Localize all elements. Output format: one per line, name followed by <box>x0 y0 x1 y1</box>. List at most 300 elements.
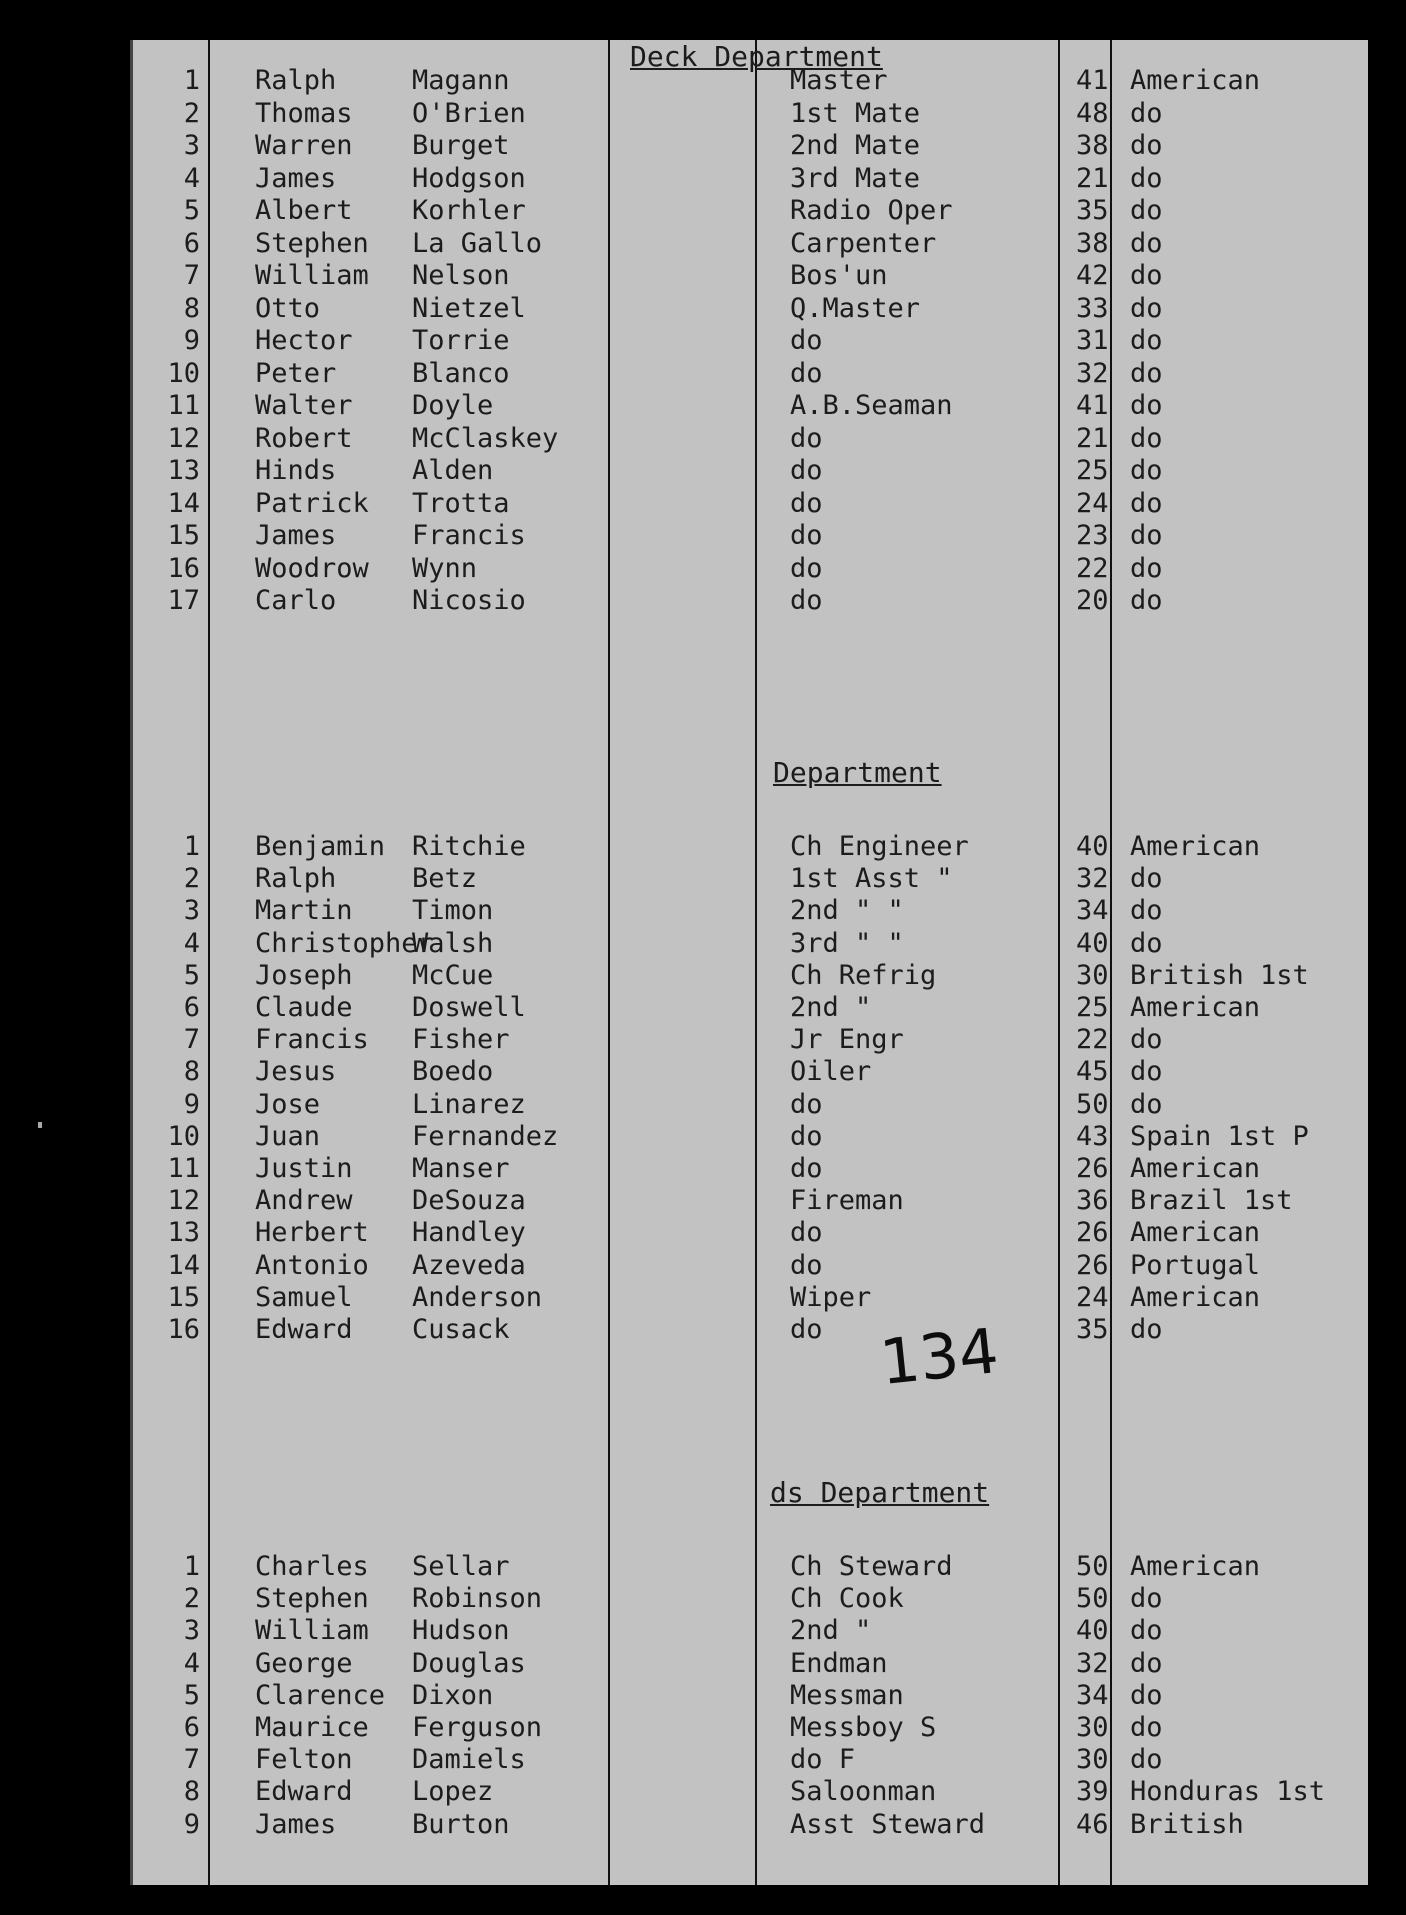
crew-num: 3 <box>183 130 200 161</box>
crew-row <box>130 1315 1368 1345</box>
crew-first: Woodrow <box>255 552 369 584</box>
crew-row <box>130 1057 1368 1087</box>
crew-num: 10 <box>167 357 200 389</box>
crew-nat: Brazil 1st <box>1130 1185 1293 1217</box>
crew-nat: do <box>1130 863 1163 895</box>
crew-age: 26 <box>1076 1249 1109 1281</box>
crew-first: Walter <box>255 390 353 421</box>
crew-age: 40 <box>1076 831 1109 862</box>
crew-row <box>130 326 1368 356</box>
crew-last: Francis <box>412 520 526 551</box>
crew-nat: do <box>1130 260 1163 291</box>
crew-rank: Endman <box>790 1647 888 1679</box>
crew-age: 25 <box>1076 455 1109 486</box>
crew-last: Dixon <box>412 1679 494 1711</box>
crew-rank: Carpenter <box>790 227 937 259</box>
crew-last: Burton <box>412 1808 510 1840</box>
crew-num: 15 <box>167 520 200 551</box>
crew-rank: Ch Cook <box>790 1583 904 1615</box>
crew-first: Carlo <box>255 585 337 616</box>
crew-last: Nelson <box>412 260 510 291</box>
crew-num: 13 <box>167 1217 200 1249</box>
crew-last: Magann <box>412 65 510 96</box>
crew-rank: 2nd " <box>790 992 872 1023</box>
crew-rank: Messman <box>790 1679 904 1711</box>
crew-last: Hodgson <box>412 162 526 194</box>
crew-first: Jesus <box>255 1056 337 1088</box>
crew-row <box>130 896 1368 926</box>
crew-nat: do <box>1130 1088 1163 1120</box>
crew-last: Nietzel <box>412 292 526 324</box>
crew-age: 25 <box>1076 992 1109 1023</box>
crew-last: Anderson <box>412 1281 543 1313</box>
crew-num: 6 <box>183 227 200 259</box>
scan-speck <box>38 1122 42 1128</box>
crew-age: 30 <box>1076 1744 1109 1776</box>
crew-age: 42 <box>1076 260 1109 291</box>
crew-rank: do <box>790 1217 823 1249</box>
crew-nat: do <box>1130 357 1163 389</box>
crew-age: 35 <box>1076 195 1109 226</box>
crew-num: 4 <box>183 927 200 959</box>
crew-num: 9 <box>183 1808 200 1840</box>
handwritten-page-number: 134 <box>876 1314 1002 1399</box>
crew-num: 2 <box>183 1583 200 1615</box>
crew-nat: do <box>1130 1647 1163 1679</box>
crew-first: Samuel <box>255 1281 353 1313</box>
crew-num: 2 <box>183 97 200 129</box>
crew-nat: Portugal <box>1130 1249 1261 1281</box>
crew-num: 12 <box>167 1185 200 1217</box>
crew-row <box>130 196 1368 226</box>
crew-rank: Ch Engineer <box>790 831 969 862</box>
crew-nat: do <box>1130 1314 1163 1345</box>
crew-last: Burget <box>412 130 510 161</box>
crew-age: 32 <box>1076 357 1109 389</box>
crew-row <box>130 1584 1368 1614</box>
crew-last: Lopez <box>412 1776 494 1808</box>
crew-row <box>130 1154 1368 1184</box>
crew-rank: 3rd Mate <box>790 162 921 194</box>
crew-row <box>130 229 1368 259</box>
crew-row <box>130 1745 1368 1775</box>
crew-rank: do <box>790 325 823 356</box>
crew-nat: do <box>1130 585 1163 616</box>
crew-rank: do <box>790 422 823 454</box>
crew-last: DeSouza <box>412 1185 526 1217</box>
crew-nat: American <box>1130 65 1261 96</box>
crew-last: Douglas <box>412 1647 526 1679</box>
crew-nat: do <box>1130 422 1163 454</box>
crew-first: Ralph <box>255 863 337 895</box>
crew-nat: do <box>1130 162 1163 194</box>
crew-first: William <box>255 260 369 291</box>
crew-last: Sellar <box>412 1551 510 1582</box>
crew-nat: do <box>1130 97 1163 129</box>
crew-age: 30 <box>1076 1712 1109 1743</box>
crew-num: 15 <box>167 1281 200 1313</box>
deck-department-header: Deck Department <box>630 40 883 73</box>
crew-first: Herbert <box>255 1217 369 1249</box>
crew-row <box>130 99 1368 129</box>
crew-first: Joseph <box>255 959 353 991</box>
crew-nat: do <box>1130 130 1163 161</box>
crew-age: 31 <box>1076 325 1109 356</box>
crew-row <box>130 1649 1368 1679</box>
crew-last: Ritchie <box>412 831 526 862</box>
crew-age: 39 <box>1076 1776 1109 1808</box>
crew-age: 33 <box>1076 292 1109 324</box>
crew-last: Korhler <box>412 195 526 226</box>
crew-first: William <box>255 1615 369 1647</box>
crew-age: 21 <box>1076 422 1109 454</box>
crew-num: 1 <box>183 831 200 862</box>
crew-rank: 2nd " " <box>790 895 904 927</box>
crew-first: Hinds <box>255 455 337 486</box>
crew-nat: do <box>1130 1744 1163 1776</box>
crew-num: 16 <box>167 552 200 584</box>
crew-age: 38 <box>1076 227 1109 259</box>
crew-first: Peter <box>255 357 337 389</box>
crew-row <box>130 832 1368 862</box>
crew-num: 4 <box>183 162 200 194</box>
crew-nat: do <box>1130 1615 1163 1647</box>
crew-last: Timon <box>412 895 494 927</box>
crew-age: 36 <box>1076 1185 1109 1217</box>
crew-nat: do <box>1130 1583 1163 1615</box>
crew-row <box>130 359 1368 389</box>
crew-age: 50 <box>1076 1088 1109 1120</box>
crew-nat: do <box>1130 227 1163 259</box>
engine-department-header: Department <box>773 756 942 789</box>
crew-rank: do <box>790 1314 823 1345</box>
crew-rank: Asst Steward <box>790 1808 986 1840</box>
crew-row <box>130 1283 1368 1313</box>
crew-row <box>130 1810 1368 1840</box>
crew-rank: 2nd Mate <box>790 130 921 161</box>
crew-row <box>130 1218 1368 1248</box>
crew-nat: American <box>1130 831 1261 862</box>
crew-nat: do <box>1130 487 1163 519</box>
crew-row <box>130 261 1368 291</box>
crew-nat: American <box>1130 1551 1261 1582</box>
crew-last: Fernandez <box>412 1120 559 1152</box>
crew-num: 14 <box>167 487 200 519</box>
crew-rank: do <box>790 1088 823 1120</box>
crew-row <box>130 1616 1368 1646</box>
crew-num: 5 <box>183 959 200 991</box>
crew-rank: 1st Asst " <box>790 863 953 895</box>
crew-rank: 2nd " <box>790 1615 872 1647</box>
crew-first: Clarence <box>255 1679 386 1711</box>
crew-last: Damiels <box>412 1744 526 1776</box>
crew-age: 32 <box>1076 1647 1109 1679</box>
crew-age: 45 <box>1076 1056 1109 1088</box>
crew-age: 50 <box>1076 1583 1109 1615</box>
crew-rank: Saloonman <box>790 1776 937 1808</box>
crew-age: 40 <box>1076 927 1109 959</box>
crew-num: 5 <box>183 1679 200 1711</box>
crew-age: 21 <box>1076 162 1109 194</box>
crew-last: Nicosio <box>412 585 526 616</box>
crew-num: 9 <box>183 325 200 356</box>
crew-num: 6 <box>183 1712 200 1743</box>
crew-rank: Fireman <box>790 1185 904 1217</box>
crew-first: James <box>255 1808 337 1840</box>
crew-first: James <box>255 162 337 194</box>
crew-age: 43 <box>1076 1120 1109 1152</box>
crew-rank: do <box>790 1153 823 1184</box>
crew-last: Cusack <box>412 1314 510 1345</box>
crew-age: 34 <box>1076 1679 1109 1711</box>
crew-row <box>130 521 1368 551</box>
crew-num: 1 <box>183 1551 200 1582</box>
crew-rank: Jr Engr <box>790 1024 904 1056</box>
crew-last: Azeveda <box>412 1249 526 1281</box>
crew-row <box>130 391 1368 421</box>
crew-rank: do <box>790 357 823 389</box>
crew-age: 46 <box>1076 1808 1109 1840</box>
crew-row <box>130 1552 1368 1582</box>
crew-last: O'Brien <box>412 97 526 129</box>
crew-last: Trotta <box>412 487 510 519</box>
crew-first: Warren <box>255 130 353 161</box>
crew-nat: do <box>1130 455 1163 486</box>
crew-last: Torrie <box>412 325 510 356</box>
crew-first: James <box>255 520 337 551</box>
crew-first: Christopher <box>255 927 434 959</box>
crew-row <box>130 294 1368 324</box>
crew-nat: British <box>1130 1808 1244 1840</box>
crew-age: 32 <box>1076 863 1109 895</box>
crew-num: 5 <box>183 195 200 226</box>
crew-rank: Bos'un <box>790 260 888 291</box>
crew-first: Justin <box>255 1153 353 1184</box>
crew-rank: do <box>790 520 823 551</box>
crew-rank: do <box>790 552 823 584</box>
crew-nat: do <box>1130 1679 1163 1711</box>
crew-last: La Gallo <box>412 227 543 259</box>
crew-row <box>130 993 1368 1023</box>
crew-nat: American <box>1130 992 1261 1023</box>
crew-age: 38 <box>1076 130 1109 161</box>
crew-num: 8 <box>183 1056 200 1088</box>
crew-age: 40 <box>1076 1615 1109 1647</box>
crew-rank: Ch Refrig <box>790 959 937 991</box>
crew-nat: do <box>1130 390 1163 421</box>
crew-rank: do <box>790 585 823 616</box>
crew-first: Stephen <box>255 227 369 259</box>
crew-rank: Wiper <box>790 1281 872 1313</box>
crew-nat: do <box>1130 195 1163 226</box>
crew-first: Andrew <box>255 1185 353 1217</box>
crew-age: 48 <box>1076 97 1109 129</box>
crew-row <box>130 864 1368 894</box>
crew-rank: Radio Oper <box>790 195 953 226</box>
crew-nat: do <box>1130 552 1163 584</box>
crew-nat: American <box>1130 1281 1261 1313</box>
crew-last: Manser <box>412 1153 510 1184</box>
crew-first: Felton <box>255 1744 353 1776</box>
crew-nat: do <box>1130 520 1163 551</box>
crew-nat: do <box>1130 1712 1163 1743</box>
crew-rank: Oiler <box>790 1056 872 1088</box>
crew-row <box>130 66 1368 96</box>
crew-num: 3 <box>183 1615 200 1647</box>
crew-first: Jose <box>255 1088 321 1120</box>
crew-age: 24 <box>1076 1281 1109 1313</box>
crew-row <box>130 424 1368 454</box>
crew-rank: Ch Steward <box>790 1551 953 1582</box>
crew-row <box>130 1251 1368 1281</box>
crew-num: 7 <box>183 260 200 291</box>
crew-first: Antonio <box>255 1249 369 1281</box>
crew-first: Hector <box>255 325 353 356</box>
crew-last: Doyle <box>412 390 494 421</box>
crew-first: Charles <box>255 1551 369 1582</box>
crew-rank: do <box>790 1120 823 1152</box>
crew-num: 16 <box>167 1314 200 1345</box>
crew-first: Ralph <box>255 65 337 96</box>
crew-nat: American <box>1130 1217 1261 1249</box>
crew-last: McClaskey <box>412 422 559 454</box>
crew-num: 13 <box>167 455 200 486</box>
crew-last: Linarez <box>412 1088 526 1120</box>
crew-first: Patrick <box>255 487 369 519</box>
crew-nat: do <box>1130 1024 1163 1056</box>
crew-first: Albert <box>255 195 353 226</box>
crew-nat: do <box>1130 895 1163 927</box>
crew-first: Edward <box>255 1776 353 1808</box>
crew-row <box>130 554 1368 584</box>
crew-rank: do <box>790 1249 823 1281</box>
crew-first: Claude <box>255 992 353 1023</box>
crew-last: Hudson <box>412 1615 510 1647</box>
crew-row <box>130 1777 1368 1807</box>
crew-nat: do <box>1130 325 1163 356</box>
crew-first: Martin <box>255 895 353 927</box>
crew-row <box>130 961 1368 991</box>
crew-num: 8 <box>183 1776 200 1808</box>
crew-first: Benjamin <box>255 831 386 862</box>
crew-row <box>130 1681 1368 1711</box>
crew-first: Edward <box>255 1314 353 1345</box>
crew-num: 3 <box>183 895 200 927</box>
crew-num: 7 <box>183 1024 200 1056</box>
crew-first: George <box>255 1647 353 1679</box>
crew-row <box>130 1090 1368 1120</box>
crew-age: 50 <box>1076 1551 1109 1582</box>
crew-num: 1 <box>183 65 200 96</box>
crew-nat: British 1st <box>1130 959 1309 991</box>
crew-last: Alden <box>412 455 494 486</box>
crew-age: 23 <box>1076 520 1109 551</box>
crew-last: Robinson <box>412 1583 543 1615</box>
crew-num: 17 <box>167 585 200 616</box>
crew-age: 34 <box>1076 895 1109 927</box>
crew-list-page <box>130 40 1368 1885</box>
crew-row <box>130 489 1368 519</box>
crew-age: 41 <box>1076 390 1109 421</box>
crew-num: 11 <box>167 1153 200 1184</box>
crew-row <box>130 929 1368 959</box>
crew-last: Doswell <box>412 992 526 1023</box>
crew-num: 9 <box>183 1088 200 1120</box>
crew-age: 22 <box>1076 1024 1109 1056</box>
crew-last: Blanco <box>412 357 510 389</box>
crew-first: Francis <box>255 1024 369 1056</box>
crew-first: Robert <box>255 422 353 454</box>
crew-row <box>130 164 1368 194</box>
crew-last: Betz <box>412 863 478 895</box>
crew-rank: A.B.Seaman <box>790 390 953 421</box>
crew-first: Thomas <box>255 97 353 129</box>
crew-age: 30 <box>1076 959 1109 991</box>
crew-nat: do <box>1130 292 1163 324</box>
crew-row <box>130 1186 1368 1216</box>
crew-nat: Honduras 1st <box>1130 1776 1326 1808</box>
crew-row <box>130 1122 1368 1152</box>
crew-nat: do <box>1130 927 1163 959</box>
crew-num: 10 <box>167 1120 200 1152</box>
crew-first: Otto <box>255 292 321 324</box>
crew-last: Ferguson <box>412 1712 543 1743</box>
crew-last: McCue <box>412 959 494 991</box>
crew-num: 12 <box>167 422 200 454</box>
crew-last: Boedo <box>412 1056 494 1088</box>
crew-row <box>130 456 1368 486</box>
crew-num: 7 <box>183 1744 200 1776</box>
crew-num: 2 <box>183 863 200 895</box>
crew-num: 14 <box>167 1249 200 1281</box>
crew-row <box>130 586 1368 616</box>
crew-rank: 3rd " " <box>790 927 904 959</box>
crew-nat: do <box>1130 1056 1163 1088</box>
crew-first: Juan <box>255 1120 321 1152</box>
crew-last: Walsh <box>412 927 494 959</box>
crew-rank: Q.Master <box>790 292 921 324</box>
crew-rank: Messboy S <box>790 1712 937 1743</box>
crew-num: 11 <box>167 390 200 421</box>
crew-age: 35 <box>1076 1314 1109 1345</box>
crew-last: Handley <box>412 1217 526 1249</box>
crew-rank: 1st Mate <box>790 97 921 129</box>
crew-nat: Spain 1st P <box>1130 1120 1309 1152</box>
crew-rank: do <box>790 487 823 519</box>
crew-age: 24 <box>1076 487 1109 519</box>
crew-first: Maurice <box>255 1712 369 1743</box>
crew-num: 8 <box>183 292 200 324</box>
crew-row <box>130 1025 1368 1055</box>
crew-num: 4 <box>183 1647 200 1679</box>
crew-row <box>130 1713 1368 1743</box>
crew-age: 41 <box>1076 65 1109 96</box>
crew-last: Wynn <box>412 552 478 584</box>
crew-nat: American <box>1130 1153 1261 1184</box>
crew-last: Fisher <box>412 1024 510 1056</box>
stewards-department-header: ds Department <box>770 1476 990 1509</box>
crew-rank: Master <box>790 65 888 96</box>
crew-rank: do <box>790 455 823 486</box>
crew-age: 26 <box>1076 1153 1109 1184</box>
crew-age: 22 <box>1076 552 1109 584</box>
crew-age: 20 <box>1076 585 1109 616</box>
crew-first: Stephen <box>255 1583 369 1615</box>
crew-num: 6 <box>183 992 200 1023</box>
crew-rank: do F <box>790 1744 856 1776</box>
crew-row <box>130 131 1368 161</box>
crew-age: 26 <box>1076 1217 1109 1249</box>
